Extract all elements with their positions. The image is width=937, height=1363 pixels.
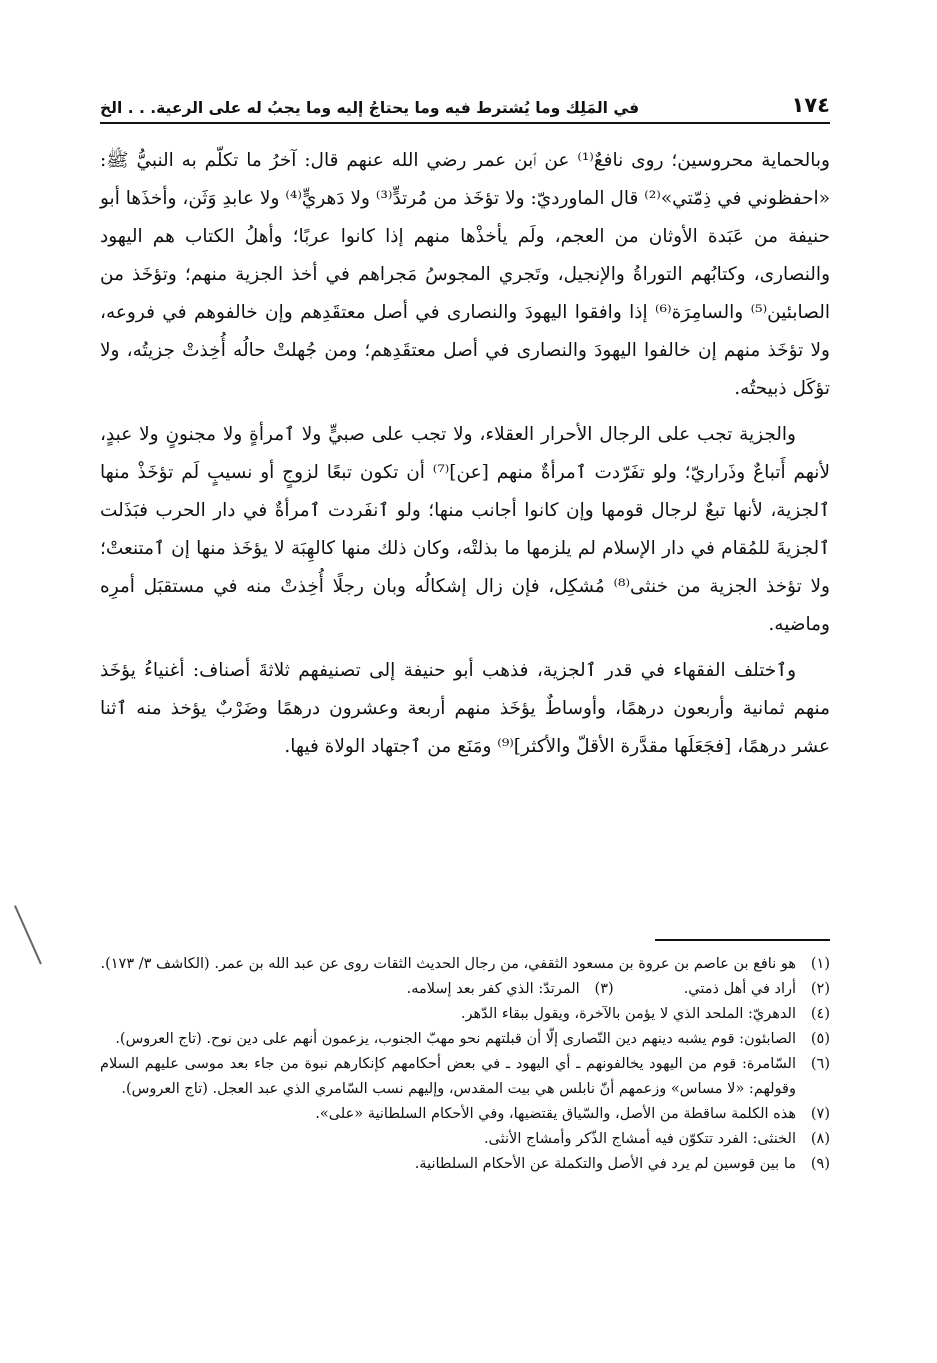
footnote-7 xyxy=(100,1102,830,1127)
footnote-9 xyxy=(100,1152,830,1177)
footnote-text: هو نافع بن عاصم بن عروة بن مسعود الثقفي، من رجال الحديث الثقات روى عن عبد الله بن عمر. (الكاشف ٣/ ١٧٣). xyxy=(100,956,796,972)
footnote-number: (٣) xyxy=(594,981,614,997)
footnote-separator xyxy=(655,939,830,941)
footnote-number: (٥) xyxy=(810,1031,830,1047)
paragraph-3: وٱختلف الفقهاء في قدر ٱلجزية، فذهب أبو حنيفة إلى تصنيفهم ثلاثةَ أصناف: أغنياءُ يؤخَذ منهم ثمانية وأربعون درهمًا، وأوساطٌ يؤخَذ منهم أربعة وعشرون درهمًا وضَرْبٌ يؤخذ منه ٱثنا عشر درهمًا، [فجَعَلَها مقدَّرة الأقلّ والأكثر]⁽⁹⁾ ومَنَع من ٱجتهاد الولاة فيها. xyxy=(100,660,830,757)
footnote-text: الصابئون: قوم يشبه دينهم دين النّصارى إلّا أن قبلتهم نحو مهبّ الجنوب، يزعمون أنهم على دين نوح. (تاج العروس). xyxy=(115,1031,796,1047)
footnote-8 xyxy=(100,1127,830,1152)
running-title: في المَلِك وما يُشترط فيه وما يحتاجُ إليه وما يجبُ له على الرعية. . . الخ xyxy=(100,98,640,117)
footnote-text: السّامرة: قوم من اليهود يخالفونهم ـ أي اليهود ـ في بعض أحكامهم كإنكارهم نبوة من جاء بعد موسى عليهم السلام وقولهم: «لا مساس» وزعمهم أنّ نابلس هي بيت المقدس، وإليهم نسب السّامري الذي عبد العجل. (تاج العروس). xyxy=(100,1056,796,1097)
footnote-4 xyxy=(100,1002,830,1027)
footnote-number: (٢) xyxy=(810,981,830,997)
running-header xyxy=(100,84,830,124)
footnote-text: هذه الكلمة ساقطة من الأصل، والسّياق يقتضيها، وفي الأحكام السلطانية «على». xyxy=(315,1106,796,1122)
footnote-number: (٨) xyxy=(810,1131,830,1147)
book-page xyxy=(100,84,830,1344)
main-text xyxy=(100,142,830,766)
footnote-number: (٩) xyxy=(810,1156,830,1172)
page-number: ١٧٤ xyxy=(791,93,830,117)
footnote-text: أراد في أهل ذمتي. xyxy=(683,981,796,997)
footnote-number: (١) xyxy=(810,956,830,972)
footnote-number: (٦) xyxy=(810,1056,830,1072)
footnote-number: (٤) xyxy=(810,1006,830,1022)
footnote-text: ما بين قوسين لم يرد في الأصل والتكملة عن الأحكام السلطانية. xyxy=(414,1156,796,1172)
footnote-2 xyxy=(684,977,830,1002)
footnotes xyxy=(100,952,830,1177)
footnote-3 xyxy=(407,977,614,1002)
paragraph-1: وبالحماية محروسين؛ روى نافعٌ⁽¹⁾ عن ٱبن عمر رضي الله عنهم قال: آخرُ ما تكلّم به النبيُّ ﷺ: «احفظوني في ذِمّتي»⁽²⁾ قال الماورديّ: ولا تؤخَذ من مُرتدٍّ⁽³⁾ ولا دَهريٍّ⁽⁴⁾ ولا عابدِ وَثَن، وأخذَها أبو حنيفة من عَبَدة الأوثان من العجم، ولَم يأخذْها منهم إذا كانوا عربًا؛ وأهلُ الكتاب هم اليهود والنصارى، وكتابُهم التوراةُ والإنجيل، وتَجري المجوسُ مَجراهم في أخذ الجزية منهم؛ وتؤخَذ من الصابئين⁽⁵⁾ والسامِرَة⁽⁶⁾ إذا وافقوا اليهودَ والنصارى في أصل معتقَدِهم وإن خالفوهم في فروعه، ولا تؤخَذ منهم إن خالفوا اليهودَ والنصارى في أصل معتقَدِهم؛ ومن جُهلتْ حالُه أُخِذتْ جزيتُه، ولا تؤكَل ذبيحتُه. xyxy=(100,150,831,399)
paragraph-2: والجزية تجب على الرجال الأحرار العقلاء، ولا تجب على صبيٍّ ولا ٱمرأةٍ ولا مجنونٍ ولا عبدٍ، لأنهم أَتباعٌ وذَراريّ؛ ولو تفَرّدت ٱمرأةٌ منهم [عن]⁽⁷⁾ أن تكون تبعًا لزوجٍ أو نسيبٍ لَم تؤخَذْ منها ٱلجزية، لأنها تبعٌ لرجال قومها وإن كانوا أجانب منها؛ ولو ٱنفَردت ٱمرأةٌ في دار الحرب فبَذَلت ٱلجزيةَ للمُقام في دار الإسلام لم يلزمها ما بذلتْه، وكان ذلك منها كالهِبَة لا يؤخَذ منها إن ٱمتنعتْ؛ ولا تؤخذ الجزية من خنثى⁽⁸⁾ مُشكِل، فإن زال إشكالُه وبان رجلًا أُخِذتْ منه في مستقبَل أمرِه وماضيه. xyxy=(100,424,830,635)
scan-margin-mark xyxy=(14,905,42,964)
footnote-number: (٧) xyxy=(810,1106,830,1122)
footnote-1 xyxy=(100,952,830,977)
footnote-5 xyxy=(100,1027,830,1052)
footnote-text: الخنثى: الفرد تتكوّن فيه أمشاج الذّكر وأمشاج الأنثى. xyxy=(483,1131,796,1147)
footnote-text: الدهريّ: الملحد الذي لا يؤمن بالآخرة، ويقول ببقاء الدّهر. xyxy=(460,1006,796,1022)
footnote-text: المرتدّ: الذي كفر بعد إسلامه. xyxy=(406,981,580,997)
footnote-6 xyxy=(100,1052,830,1102)
footnote-pair-2-3 xyxy=(100,977,830,1002)
